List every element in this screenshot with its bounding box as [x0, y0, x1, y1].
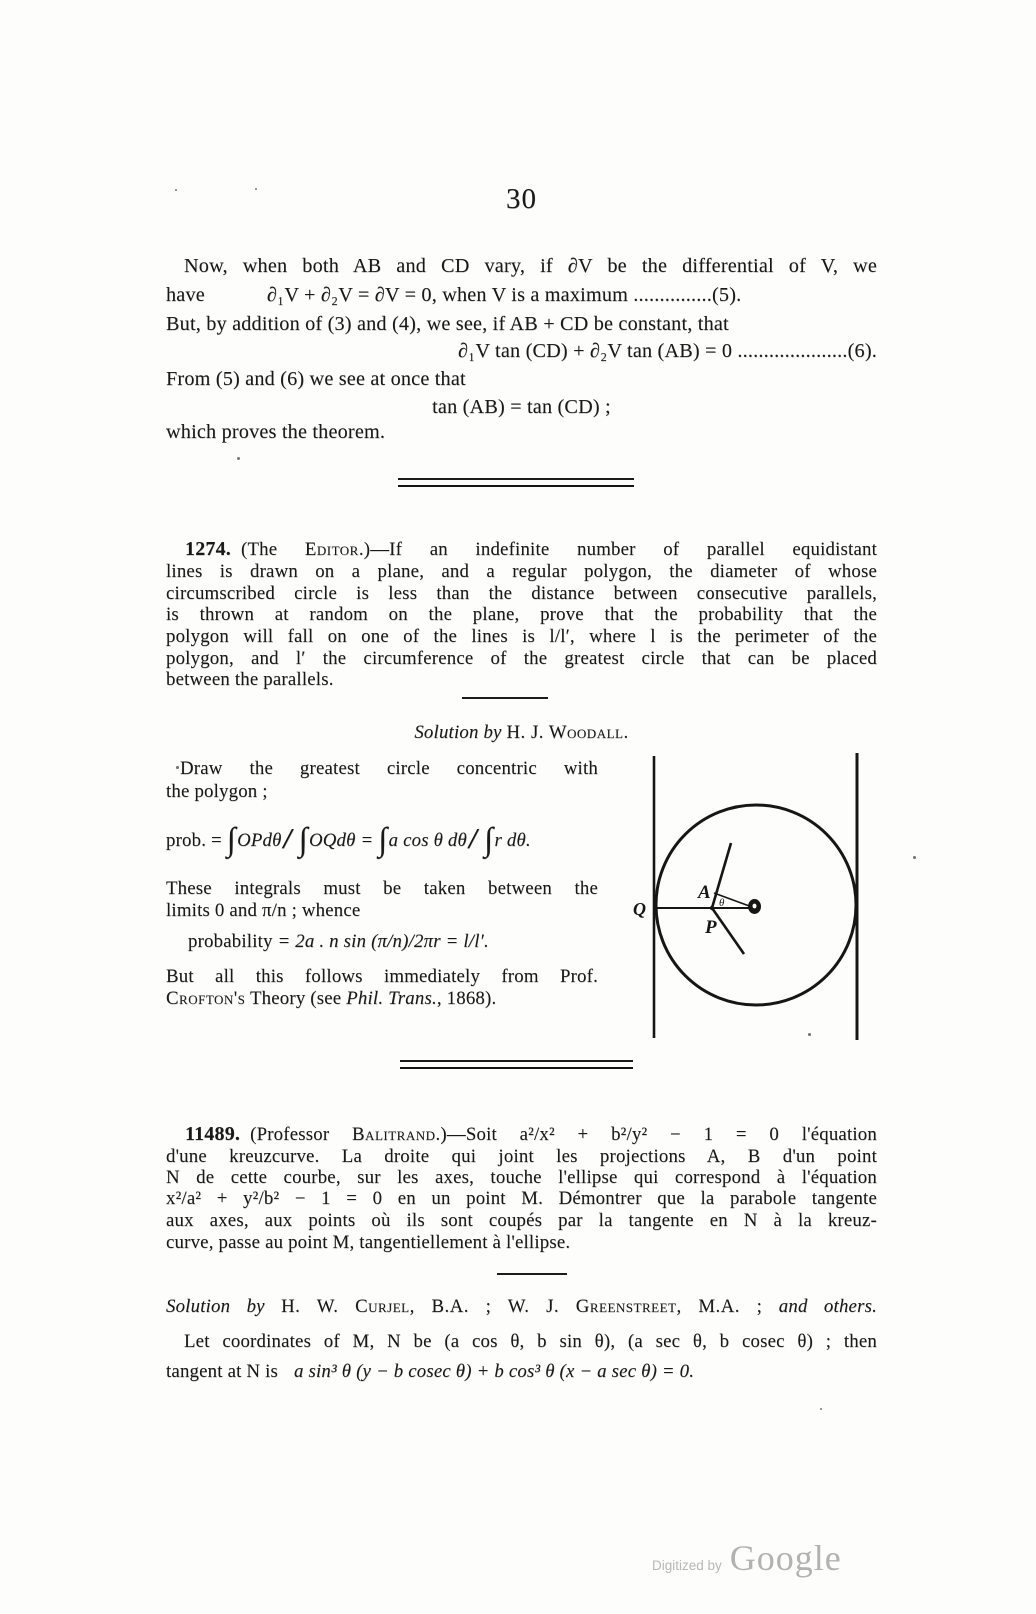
problem-1274-line-4: is thrown at random on the plane, prove that the probability that the: [166, 604, 877, 625]
theorem-equation-6: ∂₁V tan (CD) + ∂₂V tan (AB) = 0 .....................(6).: [457, 340, 877, 362]
problem-11489-line-6: curve, passe au point M, tangentiellement à l'ellipse.: [166, 1232, 571, 1253]
eq-term-opdtheta: OPdθ: [237, 830, 282, 852]
solution-11489-heading: [166, 1296, 877, 1318]
solution-by-label: Solution by: [166, 1296, 265, 1317]
probability-result-equation: [166, 931, 598, 953]
solution-11489-line-2: [166, 1361, 877, 1383]
label-A: A: [698, 882, 711, 903]
problem-11489-attr-name: Balitrand: [352, 1124, 436, 1145]
digitized-by-label: Digitized by: [652, 1558, 722, 1573]
and-others-label: and others.: [778, 1296, 877, 1317]
problem-1274-line-1: [166, 539, 877, 561]
figure-circle-between-parallels: [628, 738, 932, 1046]
label-Q: Q: [633, 899, 646, 919]
fraction-slash: /: [468, 823, 478, 856]
eq-term-oqdtheta: OQdθ =: [309, 830, 374, 852]
tangent-equation: a sin³ θ (y − b cosec θ) + b cos³ θ (x − a sec θ) = 0.: [294, 1361, 695, 1382]
problem-11489-line-1: [166, 1124, 877, 1146]
polygon-edge-lower: [712, 908, 744, 954]
theory-text: Theory (see: [245, 988, 347, 1009]
problem-1274-line-6: polygon, and l′ the circumference of the greatest circle that can be placed: [166, 648, 877, 669]
probability-integral-equation: [166, 816, 598, 864]
label-theta: θ: [719, 897, 725, 909]
google-logo: Google: [729, 1538, 842, 1578]
problem-11489-line-3: N de cette courbe, sur les axes, touche l'ellipse qui correspond à l'équation: [166, 1167, 877, 1188]
problem-1274-text: .)—If an indefinite number of parallel equidistant: [358, 539, 877, 560]
solver-name-woodall: H. J. Woodall.: [506, 722, 629, 743]
eq-term-acos: a cos θ dθ: [388, 830, 467, 852]
theorem-have: have: [166, 284, 205, 306]
problem-11489-line-2: d'une kreuzcurve. La droite qui joint les projections A, B d'un point: [166, 1146, 877, 1167]
short-divider-rule: [497, 1273, 567, 1275]
theorem-line-7: which proves the theorem.: [166, 421, 386, 443]
integral-sign: ∫: [378, 821, 388, 858]
scan-speck: [176, 766, 179, 769]
problem-11489-line-5: aux axes, aux points où ils sont coupés par la tangente en N à la kreuz-: [166, 1210, 877, 1231]
problem-1274-attr-pre: (The: [241, 539, 305, 560]
fraction-slash: /: [283, 823, 292, 856]
probability-value: = 2a . n sin (π/n)/2πr = l/l′.: [277, 931, 489, 952]
solver-names-curjel-greenstreet: H. W. Curjel, B.A. ; W. J. Greenstreet, M.A. ;: [281, 1296, 763, 1317]
problem-1274-line-3: circumscribed circle is less than the distance between consecutive parallels,: [166, 583, 877, 604]
problem-11489-attr-pre: (Professor: [250, 1124, 353, 1145]
point-P-dot: [710, 906, 714, 910]
digitized-by-google-footer: [652, 1537, 842, 1579]
scan-speck: [175, 189, 177, 191]
section-divider-rule: [398, 478, 634, 487]
page-number: 30: [506, 183, 537, 215]
theorem-line-5: From (5) and (6) we see at once that: [166, 368, 466, 390]
scan-speck: [913, 856, 916, 859]
solution-1274-line-6: But all this follows immediately from Prof.: [166, 966, 598, 987]
label-P: P: [705, 917, 717, 938]
theorem-line-2: [166, 282, 877, 308]
integral-sign: ∫: [226, 821, 237, 858]
solution-1274-line-3: These integrals must be taken between the: [166, 878, 598, 899]
integral-sign: ∫: [484, 821, 494, 858]
scan-speck: [808, 1033, 811, 1036]
problem-1274-line-7: between the parallels.: [166, 669, 334, 690]
theorem-line-3: But, by addition of (3) and (4), we see, if AB + CD be constant, that: [166, 313, 729, 335]
problem-11489-text: .)—Soit a²/x² + b²/y² − 1 = 0 l'équation: [435, 1124, 877, 1145]
crofton-name: Crofton's: [166, 988, 246, 1009]
problem-11489-line-4: x²/a² + y²/b² − 1 = 0 en un point M. Démontrer que la parabole tangente: [166, 1188, 877, 1209]
probability-label: probability: [188, 931, 273, 952]
solution-1274-line-7: [166, 988, 598, 1010]
solution-1274-line-2: the polygon ;: [166, 781, 268, 802]
solution-by-label: Solution by: [414, 722, 502, 743]
scan-speck: [255, 188, 257, 190]
tangent-label: tangent at N is: [166, 1361, 279, 1382]
theorem-line-1: Now, when both AB and CD vary, if ∂V be the differential of V, we: [184, 255, 877, 277]
ref-year: , 1868).: [436, 988, 497, 1009]
section-divider-rule: [400, 1060, 633, 1069]
short-divider-rule: [462, 697, 548, 699]
phil-trans-ref: Phil. Trans.: [346, 988, 437, 1009]
theorem-equation-5: ∂₁V + ∂₂V = ∂V = 0, when V is a maximum ...............(5).: [266, 284, 742, 306]
scan-speck: [820, 1408, 822, 1410]
solution-11489-line-1: Let coordinates of M, N be (a cos θ, b sin θ), (a sec θ, b cosec θ) ; then: [184, 1331, 877, 1352]
problem-1274-line-2: lines is drawn on a plane, and a regular polygon, the diameter of whose: [166, 561, 877, 582]
integral-sign: ∫: [298, 821, 309, 858]
problem-1274-number: 1274.: [185, 538, 231, 560]
eq-term-rdtheta: r dθ.: [494, 830, 531, 852]
problem-1274-attr-name: Editor: [304, 539, 359, 560]
center-O-hole: [753, 904, 757, 909]
eq-prob-label: prob. =: [166, 830, 222, 852]
scan-speck: [237, 457, 240, 460]
solution-1274-line-1: Draw the greatest circle concentric with: [180, 758, 598, 779]
solution-1274-line-4: limits 0 and π/n ; whence: [166, 900, 361, 921]
theorem-equation-tan: tan (AB) = tan (CD) ;: [432, 396, 611, 418]
problem-11489-number: 11489.: [185, 1123, 241, 1145]
problem-1274-line-5: polygon will fall on one of the lines is l/l′, where l is the perimeter of the: [166, 626, 877, 647]
